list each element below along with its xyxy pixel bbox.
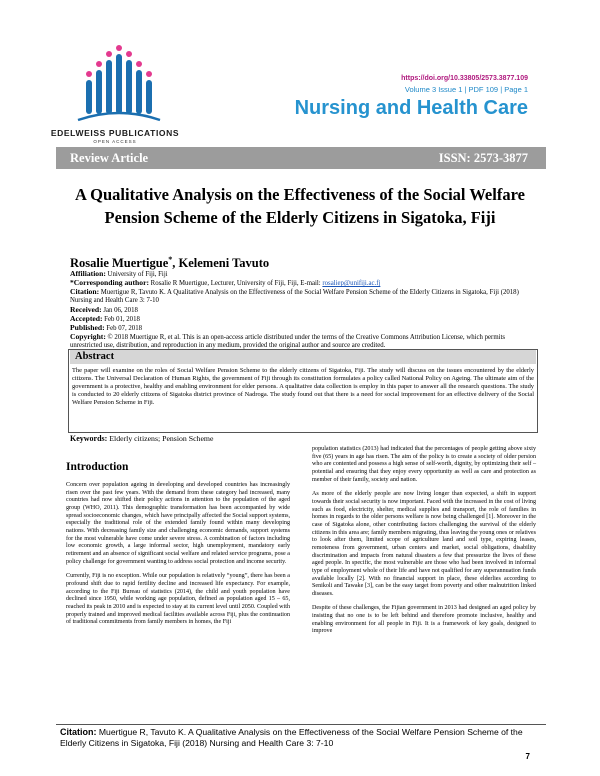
article-type: Review Article bbox=[70, 151, 149, 165]
volume-info: Volume 3 Issue 1 | PDF 109 | Page 1 bbox=[404, 85, 528, 94]
abstract-text: The paper will examine on the roles of Social Welfare Pension Scheme to the elderly citizens of Sigatoka, Fiji. The study will discuss on the issues encountered by the elderly citizens. The Universal Declaration of Human Rights, the government of Fiji through its constitution formulates a policy called National Policy on Ageing. The ultimate aim of the government is a protective, healthy and enabling environment for elder persons. A qualitative data collection is employ in this paper to answer all the research questions. The study is conducted to 20 elderly citizens of Sigatoka district province of Nadroga. The study found out that there is a need for social improvement for an effective delivery of the Social Welfare Pension Scheme in Fiji. bbox=[72, 367, 534, 406]
introduction-heading: Introduction bbox=[66, 461, 129, 473]
issn: ISSN: 2573-3877 bbox=[438, 151, 528, 165]
published-date: Published: Feb 07, 2018 bbox=[70, 323, 142, 332]
citation: Citation: Muertigue R, Tavuto K. A Qualitative Analysis on the Effectiveness of the Social Welfare Pension Scheme of the Elderly Citizens in Sigatoka, Fiji (2018) Nursing and Health Care 3: 7-10 bbox=[70, 287, 519, 305]
email-link[interactable]: rosaliep@unifiji.ac.fj bbox=[322, 280, 381, 287]
footer-citation: Citation: Muertigue R, Tavuto K. A Qualitative Analysis on the Effectiveness of the Social Welfare Pension Scheme of the Elderly Citizens in Sigatoka, Fiji (2018) Nursing and Health Care 3: 7-10 bbox=[60, 727, 523, 748]
corresponding-author: *Corresponding author: Rosalie R Muertigue, Lecturer, University of Fiji, Fiji, E-mail: rosaliep@unifiji.ac.fj bbox=[70, 278, 381, 287]
affiliation: Affiliation: University of Fiji, Fiji bbox=[70, 269, 168, 278]
paragraph: population statistics (2013) had indicated that the percentages of people getting above sixty five (65) years in age has risen. The aim of the policy is to create a society of older persion who are contented and possess a high sense of self-worth, dignity, by optimizing their self – potential and ensuring that they enjoy every opportunity as well as care and protection as member of their family, society and nation. bbox=[312, 446, 536, 483]
keywords: Keywords: Elderly citizens; Pension Scheme bbox=[70, 434, 214, 443]
publisher-name: EDELWEISS PUBLICATIONS bbox=[50, 128, 180, 138]
author-2: , Kelemeni Tavuto bbox=[172, 256, 270, 271]
right-column bbox=[312, 446, 536, 643]
corresponding-mark: * bbox=[168, 255, 173, 264]
author-1: Rosalie Muertigue bbox=[70, 256, 169, 271]
paragraph: Concern over population ageing in developing and developed countries has increasingly risen over the past few years. With the demand from these category had increased, many countries had now shifted their policy actions in attention to the population of the aged group (WHO, 2011). This demographic transformation has been accompanied by wide spread socioeconomic changes, which have principally affected the Social support systems, especially the traditional role of the extended family found within many developing nations. With decreasing family size and challenging economic demands, support systems for the most vulnerable have come under severe stress. A combination of factors including low economic growth, a large informal sector, high unemployment, mandatory early retirement and an absence of significant social welfare and related service programs, pose a policy challenge for government wanting to address social protection and income security. bbox=[66, 482, 290, 565]
accepted-date: Accepted: Feb 01, 2018 bbox=[70, 314, 140, 323]
paragraph: Currently, Fiji is no exception. While our population is relatively “young”, there has been a profound shift due to rapid fertility decline and increased life expectancy. For example, according to the Fiji Bureau of statistics (2014), the child and youth population have declined since 1950, while working age population, defined as population aged 15 – 65, reached its peak in 2010 and is expected to stay at its current level until 2050. Coupled with properly trained and improved medical facilities available across Fiji, plus the continuation of traditional commitments from family members in homes, the Fiji bbox=[66, 573, 290, 626]
abstract-heading: Abstract bbox=[70, 350, 536, 364]
received-date: Received: Jan 06, 2018 bbox=[70, 305, 138, 314]
page-number: 7 bbox=[525, 752, 530, 761]
copyright: Copyright: © 2018 Muertigue R, et al. This is an open-access article distributed under the terms of the Creative Commons Attribution License, which permits unrestricted use, distribution, and reproduction in any medium, provided the original author and source are credited. bbox=[70, 332, 506, 350]
publisher-tagline: OPEN ACCESS bbox=[93, 139, 137, 144]
publisher-logo-icon bbox=[62, 40, 170, 132]
paragraph: Despite of these challenges, the Fijian government in 2013 had designed an aged policy by insisting that no one is to be left behind and therefore promote inclusive, healthy and enabling environment for all people in Fiji. It is a framework of key goals, designed to improve bbox=[312, 605, 536, 635]
article-title: A Qualitative Analysis on the Effectiveness of the Social Welfare Pension Scheme of the Elderly Citizens in Sigatoka, Fiji bbox=[75, 185, 525, 227]
footer-divider bbox=[56, 724, 546, 725]
doi-link[interactable]: https://doi.org/10.33805/2573.3877.109 bbox=[401, 75, 528, 82]
journal-title: Nursing and Health Care bbox=[294, 97, 528, 119]
left-column bbox=[66, 482, 290, 634]
paragraph: As more of the elderly people are now living longer than expected, a shift in support towards their social security is now important. Faced with the increased in the cost of living such as food, electricity, shelter, medical supplies and transport, the role of families in homes in regards to the older persons welfare is now being challenged [1]. Moreover in the case of Sigatoka alone, other contributing factors challenging the survival of the elderly citizens in this area are; family members migrating, thus leaving the young ones or relatives to look after them, limited scope of agriculture land and soil type, expiring leases, remoteness from government, urban centers and market, social obligations, disability discrimination and impacts from natural disasters a few that pressurize the lives of these aged people. In specific, the most vulnerable are those who had been involved in informal type of employment whole of their life and have not qualified for any superannuation funds available locally [2]. With no financial support in place, these elderlies according to Senikoli and Tawake [3], can be the easy target from poverty and other malnutrition linked diseases. bbox=[312, 491, 536, 597]
